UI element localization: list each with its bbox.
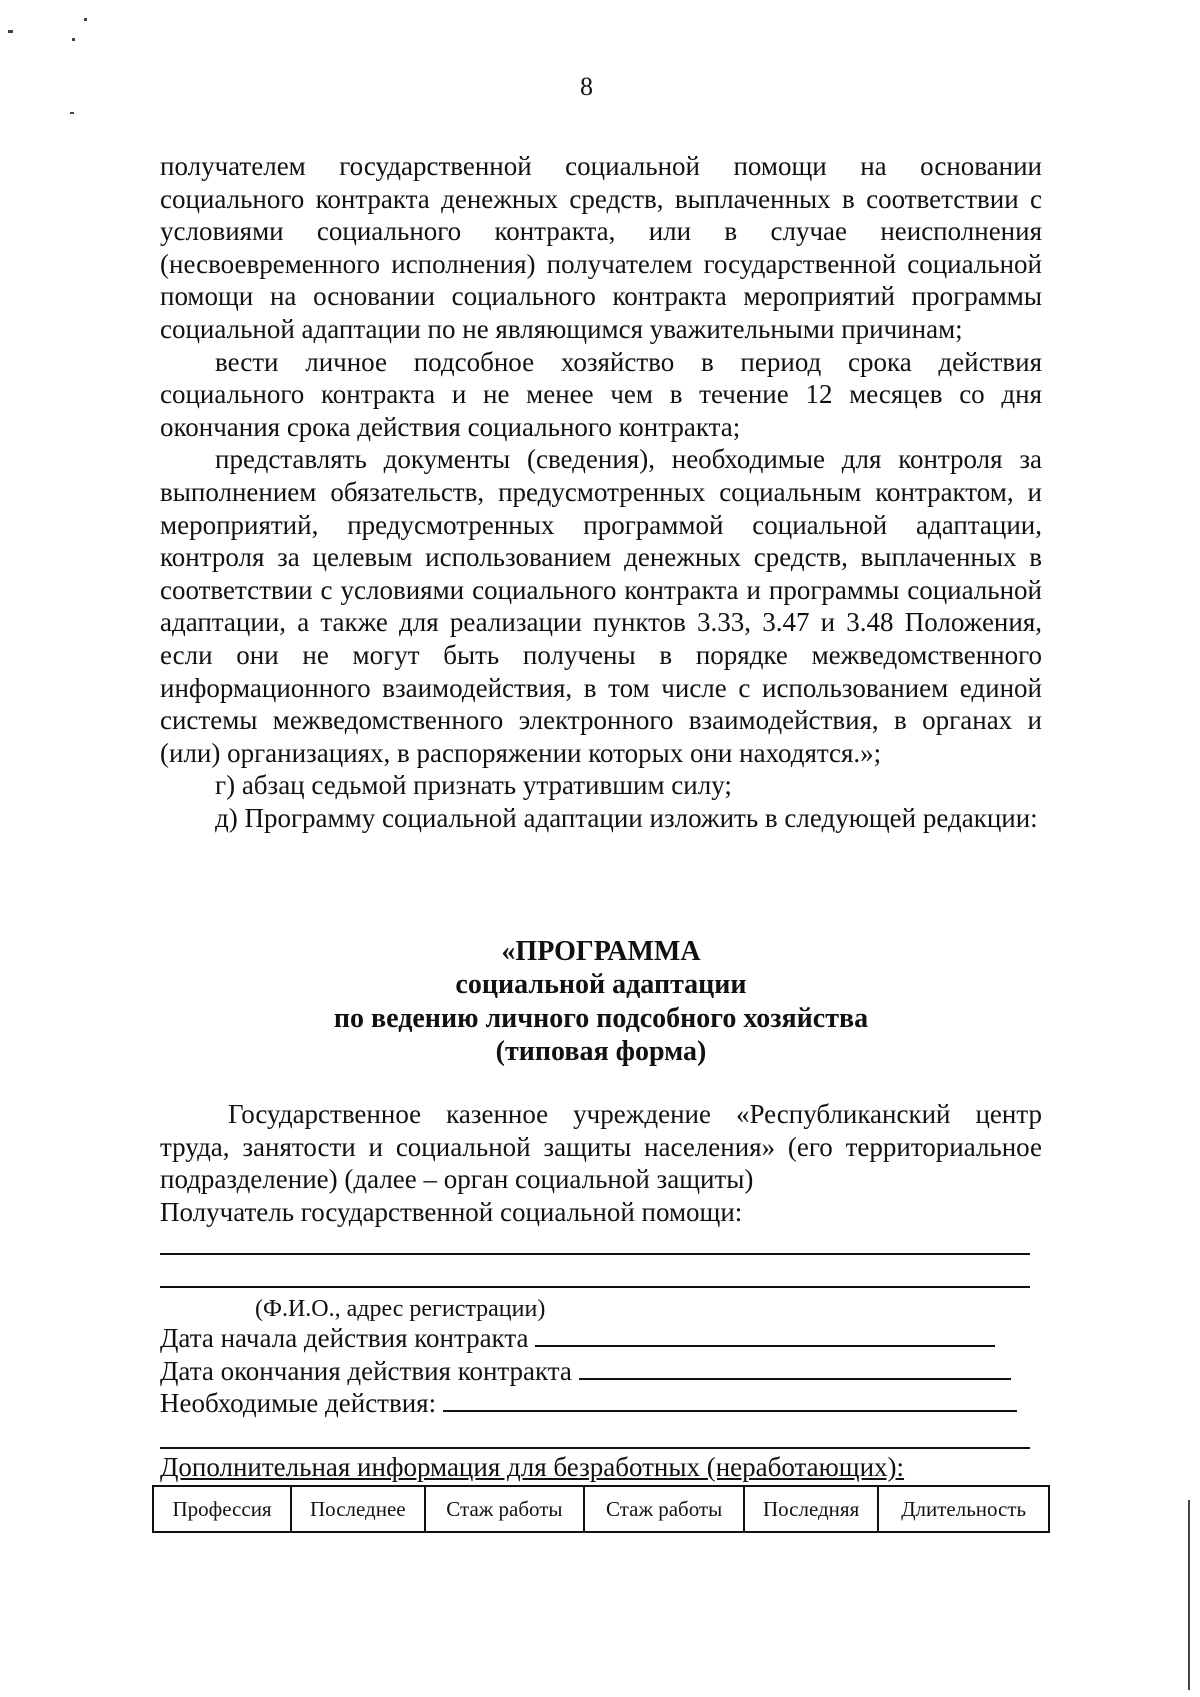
paragraph-item-g: г) абзац седьмой признать утратившим силу; xyxy=(215,770,732,801)
paragraph-household: вести личное подсобное хозяйство в период срока действия социального контракта и не менее чем в течение 12 месяцев со дня окончания срока действия социального контракта; xyxy=(160,346,1042,442)
table-header-row xyxy=(153,1486,1049,1532)
start-date-blank xyxy=(535,1325,995,1347)
scan-speck xyxy=(8,30,13,33)
title-line-3: по ведению личного подсобного хозяйства xyxy=(333,1002,869,1034)
scan-speck xyxy=(84,18,87,21)
header-profession: Профессия xyxy=(153,1486,291,1532)
recipient-label: Получатель государственной социальной помощи: xyxy=(160,1196,743,1227)
program-title xyxy=(160,935,1042,1068)
form-intro xyxy=(160,1098,1042,1228)
scan-speck xyxy=(70,112,74,114)
organization-text: Государственное казенное учреждение «Республиканский центр труда, занятости и социальной защиты населения» (его территориальное подразделение) (далее – орган социальной защиты) xyxy=(160,1099,1042,1195)
body-text xyxy=(160,150,1042,834)
start-date-label: Дата начала действия контракта xyxy=(160,1323,529,1353)
header-last-position: Последняя xyxy=(744,1486,878,1532)
header-experience-2: Стаж работы xyxy=(584,1486,744,1532)
header-last: Последнее xyxy=(291,1486,425,1532)
header-experience-1: Стаж работы xyxy=(425,1486,585,1532)
title-line-2: социальной адаптации xyxy=(455,969,747,1001)
scan-speck xyxy=(72,38,75,41)
start-date-row xyxy=(160,1323,995,1354)
paragraph-item-d: д) Программу социальной адаптации изложить в следующей редакции: xyxy=(215,802,1038,833)
scan-edge-line xyxy=(1188,1500,1190,1690)
page-number: 8 xyxy=(580,72,593,101)
actions-blank xyxy=(443,1390,1017,1412)
end-date-label: Дата окончания действия контракта xyxy=(160,1356,572,1386)
header-duration: Длительность xyxy=(878,1486,1049,1532)
end-date-row xyxy=(160,1356,1011,1387)
recipient-name-line xyxy=(160,1253,1030,1255)
paragraph-continuation: получателем государственной социальной помощи на основании социального контракта денежных средств, выплаченных в соответствии с условиями социального контракта, или в случае неисполнения (несвоевременного исполнения) получателем государственной социальной помощи на основании социального контракта мероприятий программы социальной адаптации по не являющимся уважительными причинам; xyxy=(160,151,1042,344)
actions-label: Необходимые действия: xyxy=(160,1388,437,1418)
unemployed-info-table xyxy=(152,1485,1050,1533)
actions-extra-line xyxy=(160,1447,1030,1449)
additional-info-label: Дополнительная информация для безработных (неработающих): xyxy=(160,1452,905,1482)
recipient-address-line xyxy=(160,1286,1030,1288)
end-date-blank xyxy=(579,1358,1011,1380)
actions-row xyxy=(160,1388,1017,1419)
fio-caption: (Ф.И.О., адрес регистрации) xyxy=(255,1296,546,1322)
title-line-1: «ПРОГРАММА xyxy=(501,936,701,967)
paragraph-documents: представлять документы (сведения), необходимые для контроля за выполнением обязательств, предусмотренных социальным контрактом, и мероприятий, предусмотренных программой социальной адаптации, контроля за целевым использованием денежных средств, выплаченных в соответствии с условиями социального контракта и программы социальной адаптации, а также для реализации пунктов 3.33, 3.47 и 3.48 Положения, если они не могут быть получены в порядке межведомственного информационного взаимодействия, в том числе с использованием единой системы межведомственного электронного взаимодействия, в органах и (или) организациях, в распоряжении которых они находятся.»; xyxy=(160,444,1042,768)
title-line-4: (типовая форма) xyxy=(495,1035,707,1067)
